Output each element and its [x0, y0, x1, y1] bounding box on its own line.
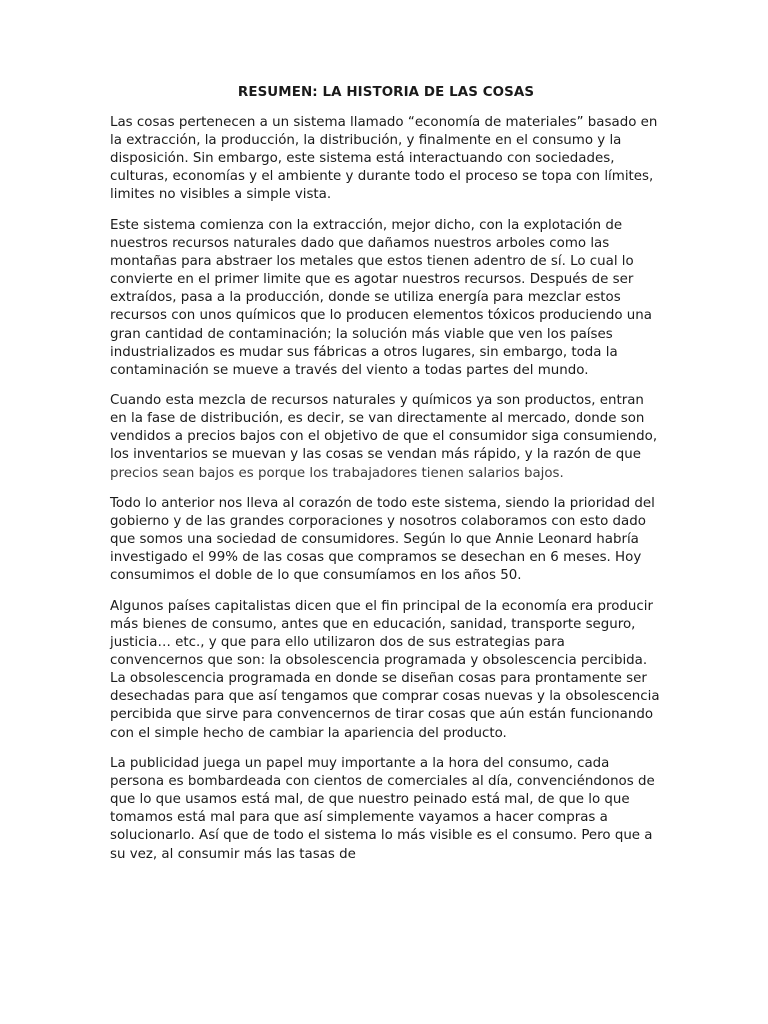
paragraph-economia-materiales: Las cosas pertenecen a un sistema llamado “economía de materiales” basado en la extracción, la producción, la distribución, y finalmente en el consumo y la disposición. Sin embargo, este sistema está interactuando con sociedades, culturas, economías y el ambiente y durante todo el proceso se topa con límites, limites no visibles a simple vista.	[110, 115, 658, 203]
document-title: RESUMEN: LA HISTORIA DE LAS COSAS	[237, 85, 535, 100]
paragraph-extraccion-produccion: Este sistema comienza con la extracción, mejor dicho, con la explotación de nuestros recursos naturales dado que dañamos nuestros arboles como las montañas para abstraer los metales que estos tienen adentro de sí. Lo cual lo convierte en el primer limite que es agotar nuestros recursos. Después de ser extraídos, pasa a la producción, donde se utiliza energía para mezclar estos recursos con unos químicos que lo producen elementos tóxicos produciendo una gran cantidad de contaminación; la solución más viable que ven los países industrializados es mudar sus fábricas a otros lugares, sin embargo, toda la contaminación se mueve a través del viento a todas partes del mundo.	[110, 217, 652, 378]
paragraph-obsolescencia: Algunos países capitalistas dicen que el fin principal de la economía era producir más bienes de consumo, antes que en educación, sanidad, transporte seguro, justicia… etc., y que para ello utilizaron dos de sus estrategias para convencernos que son: la obsolescencia programada y obsolescencia percibida. La obsolescencia programada en donde se diseñan cosas para prontamente ser desechadas para que así tengamos que comprar cosas nuevas y la obsolescencia percibida que sirve para convencernos de tirar cosas que aún están funcionando con el simple hecho de cambiar la apariencia del producto.	[110, 598, 660, 741]
document-body	[110, 84, 662, 876]
paragraph-distribucion	[110, 392, 662, 482]
paragraph-distribucion-text-end: precios sean bajos es porque los trabajadores tienen salarios bajos.	[110, 465, 564, 481]
paragraph-publicidad: La publicidad juega un papel muy importante a la hora del consumo, cada persona es bombardeada con cientos de comerciales al día, convenciéndonos de que lo que usamos está mal, de que nuestro peinado está mal, de que lo que tomamos está mal para que así simplemente vayamos a hacer compras a solucionarlo. Así que de todo el sistema lo más visible es el consumo. Pero que a su vez, al consumir más las tasas de	[110, 756, 655, 862]
paragraph-corazon-sistema: Todo lo anterior nos lleva al corazón de todo este sistema, siendo la prioridad del gobierno y de las grandes corporaciones y nosotros colaboramos con esto dado que somos una sociedad de consumidores. Según lo que Annie Leonard habría investigado el 99% de las cosas que compramos se desechan en 6 meses. Hoy consumimos el doble de lo que consumíamos en los años 50.	[110, 496, 655, 584]
paragraph-distribucion-text: Cuando esta mezcla de recursos naturales y químicos ya son productos, entran en la fase de distribución, es decir, se van directamente al mercado, donde son vendidos a precios bajos con el objetivo de que el consumidor siga consumiendo, los inventarios se muevan y las cosas se vendan más rápido, y la razón de que	[110, 393, 658, 463]
